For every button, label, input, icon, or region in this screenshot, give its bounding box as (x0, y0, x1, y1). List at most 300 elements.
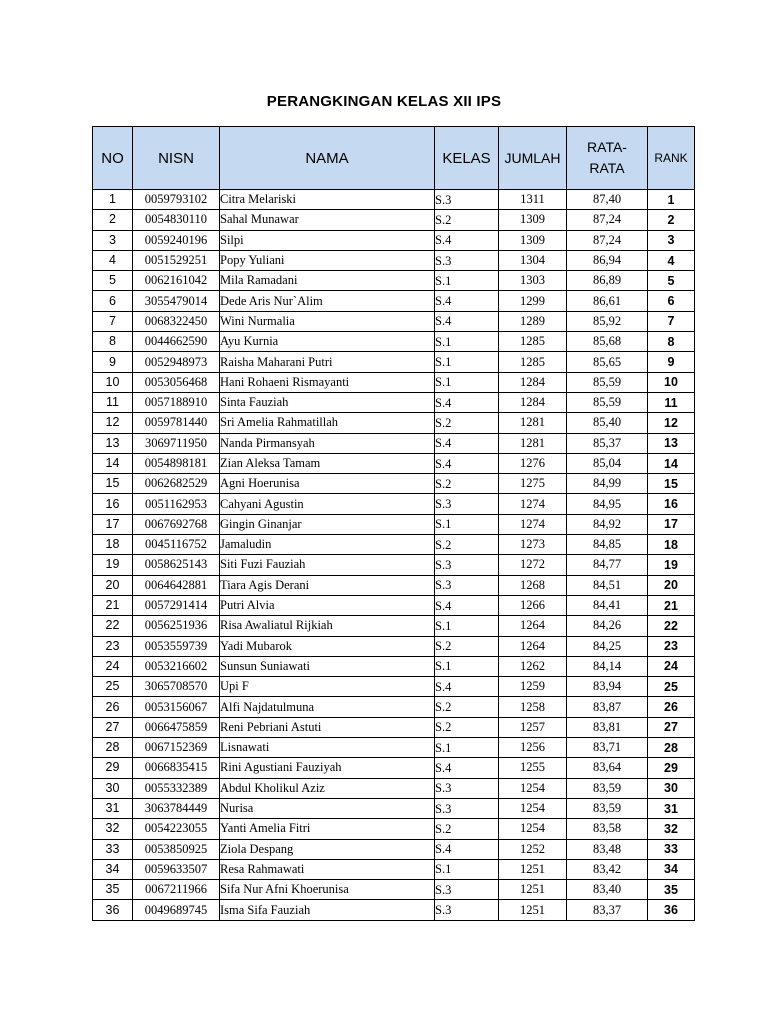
table-row (93, 778, 695, 798)
cell-jumlah: 1303 (499, 271, 567, 291)
cell-jumlah: 1252 (499, 839, 567, 859)
table-row (93, 352, 695, 372)
cell-nisn: 0059633507 (133, 859, 220, 879)
cell-nisn: 0049689745 (133, 900, 220, 920)
table-row (93, 819, 695, 839)
table-row (93, 474, 695, 494)
cell-kelas: S.1 (435, 656, 499, 676)
cell-kelas: S.1 (435, 271, 499, 291)
cell-no: 7 (93, 311, 133, 331)
cell-rank: 20 (648, 575, 695, 595)
cell-rata-rata: 83,59 (567, 778, 648, 798)
cell-kelas: S.2 (435, 413, 499, 433)
table-row (93, 230, 695, 250)
cell-kelas: S.4 (435, 291, 499, 311)
table-row (93, 372, 695, 392)
cell-jumlah: 1273 (499, 535, 567, 555)
cell-nisn: 0066835415 (133, 758, 220, 778)
cell-rata-rata: 85,40 (567, 413, 648, 433)
cell-kelas: S.3 (435, 190, 499, 210)
cell-kelas: S.2 (435, 535, 499, 555)
cell-nisn: 3065708570 (133, 677, 220, 697)
cell-jumlah: 1311 (499, 190, 567, 210)
cell-rata-rata: 83,58 (567, 819, 648, 839)
cell-rank: 10 (648, 372, 695, 392)
cell-rank: 23 (648, 636, 695, 656)
cell-kelas: S.2 (435, 717, 499, 737)
table-row (93, 738, 695, 758)
cell-rata-rata: 83,71 (567, 738, 648, 758)
cell-kelas: S.3 (435, 900, 499, 920)
cell-kelas: S.3 (435, 778, 499, 798)
cell-nama: Agni Hoerunisa (220, 474, 435, 494)
cell-kelas: S.4 (435, 392, 499, 412)
cell-nama: Reni Pebriani Astuti (220, 717, 435, 737)
table-row (93, 900, 695, 920)
cell-rata-rata: 87,24 (567, 230, 648, 250)
cell-rank: 24 (648, 656, 695, 676)
cell-kelas: S.4 (435, 758, 499, 778)
cell-nama: Ayu Kurnia (220, 332, 435, 352)
cell-nisn: 0057291414 (133, 595, 220, 615)
table-row (93, 514, 695, 534)
cell-rank: 34 (648, 859, 695, 879)
cell-kelas: S.4 (435, 230, 499, 250)
cell-no: 36 (93, 900, 133, 920)
cell-nisn: 0062682529 (133, 474, 220, 494)
cell-jumlah: 1304 (499, 250, 567, 270)
table-row (93, 656, 695, 676)
cell-rata-rata: 83,48 (567, 839, 648, 859)
header-nama: NAMA (220, 127, 435, 190)
cell-rank: 21 (648, 595, 695, 615)
cell-kelas: S.2 (435, 636, 499, 656)
cell-nisn: 0067211966 (133, 880, 220, 900)
cell-no: 28 (93, 738, 133, 758)
cell-no: 30 (93, 778, 133, 798)
cell-no: 13 (93, 433, 133, 453)
cell-jumlah: 1254 (499, 819, 567, 839)
cell-nama: Dede Aris Nur`Alim (220, 291, 435, 311)
table-row (93, 839, 695, 859)
cell-no: 2 (93, 210, 133, 230)
cell-rank: 1 (648, 190, 695, 210)
cell-rata-rata: 83,64 (567, 758, 648, 778)
cell-no: 15 (93, 474, 133, 494)
cell-rata-rata: 83,37 (567, 900, 648, 920)
table-row (93, 555, 695, 575)
cell-no: 17 (93, 514, 133, 534)
cell-nisn: 0062161042 (133, 271, 220, 291)
cell-rata-rata: 83,81 (567, 717, 648, 737)
cell-no: 31 (93, 798, 133, 818)
cell-nisn: 0044662590 (133, 332, 220, 352)
table-row (93, 332, 695, 352)
cell-jumlah: 1285 (499, 332, 567, 352)
cell-rata-rata: 84,99 (567, 474, 648, 494)
cell-jumlah: 1299 (499, 291, 567, 311)
cell-no: 20 (93, 575, 133, 595)
cell-jumlah: 1284 (499, 392, 567, 412)
cell-nama: Upi F (220, 677, 435, 697)
cell-rank: 9 (648, 352, 695, 372)
table-row (93, 311, 695, 331)
cell-nama: Rini Agustiani Fauziyah (220, 758, 435, 778)
cell-no: 19 (93, 555, 133, 575)
cell-rank: 28 (648, 738, 695, 758)
cell-nisn: 0067152369 (133, 738, 220, 758)
cell-rata-rata: 84,26 (567, 616, 648, 636)
cell-no: 5 (93, 271, 133, 291)
table-row (93, 616, 695, 636)
cell-no: 9 (93, 352, 133, 372)
cell-rata-rata: 86,61 (567, 291, 648, 311)
cell-no: 27 (93, 717, 133, 737)
cell-nisn: 0066475859 (133, 717, 220, 737)
cell-rata-rata: 84,77 (567, 555, 648, 575)
cell-nisn: 0055332389 (133, 778, 220, 798)
table-row (93, 392, 695, 412)
cell-jumlah: 1272 (499, 555, 567, 575)
cell-nisn: 0059793102 (133, 190, 220, 210)
cell-rata-rata: 87,24 (567, 210, 648, 230)
cell-nisn: 0054223055 (133, 819, 220, 839)
cell-nama: Silpi (220, 230, 435, 250)
cell-kelas: S.2 (435, 697, 499, 717)
cell-kelas: S.3 (435, 798, 499, 818)
page-title: PERANGKINGAN KELAS XII IPS (266, 93, 502, 110)
cell-rata-rata: 84,92 (567, 514, 648, 534)
cell-rank: 15 (648, 474, 695, 494)
cell-jumlah: 1281 (499, 413, 567, 433)
table-row (93, 190, 695, 210)
cell-jumlah: 1264 (499, 636, 567, 656)
cell-jumlah: 1275 (499, 474, 567, 494)
cell-rata-rata: 83,42 (567, 859, 648, 879)
cell-nama: Isma Sifa Fauziah (220, 900, 435, 920)
table-row (93, 880, 695, 900)
header-rank: RANK (648, 127, 695, 190)
cell-no: 6 (93, 291, 133, 311)
cell-nama: Risa Awaliatul Rijkiah (220, 616, 435, 636)
cell-kelas: S.3 (435, 494, 499, 514)
cell-nisn: 0051529251 (133, 250, 220, 270)
cell-rank: 32 (648, 819, 695, 839)
cell-jumlah: 1254 (499, 778, 567, 798)
cell-no: 29 (93, 758, 133, 778)
cell-no: 14 (93, 453, 133, 473)
cell-nama: Sifa Nur Afni Khoerunisa (220, 880, 435, 900)
cell-rata-rata: 86,89 (567, 271, 648, 291)
cell-no: 3 (93, 230, 133, 250)
cell-no: 21 (93, 595, 133, 615)
cell-rata-rata: 84,25 (567, 636, 648, 656)
table-row (93, 494, 695, 514)
table-row (93, 433, 695, 453)
cell-kelas: S.1 (435, 616, 499, 636)
cell-nama: Nurisa (220, 798, 435, 818)
header-row (93, 127, 695, 190)
cell-no: 18 (93, 535, 133, 555)
cell-rata-rata: 84,95 (567, 494, 648, 514)
cell-rata-rata: 85,59 (567, 392, 648, 412)
header-nisn: NISN (133, 127, 220, 190)
table-row (93, 453, 695, 473)
cell-kelas: S.1 (435, 352, 499, 372)
cell-nisn: 0056251936 (133, 616, 220, 636)
cell-nama: Yanti Amelia Fitri (220, 819, 435, 839)
cell-nama: Yadi Mubarok (220, 636, 435, 656)
cell-nisn: 0051162953 (133, 494, 220, 514)
header-rata-line1: RATA- (587, 139, 627, 155)
table-row (93, 210, 695, 230)
cell-rata-rata: 85,37 (567, 433, 648, 453)
table-row (93, 798, 695, 818)
header-rata-rata (567, 127, 648, 190)
cell-jumlah: 1274 (499, 494, 567, 514)
cell-no: 32 (93, 819, 133, 839)
cell-nama: Popy Yuliani (220, 250, 435, 270)
cell-no: 23 (93, 636, 133, 656)
cell-jumlah: 1262 (499, 656, 567, 676)
cell-nama: Raisha Maharani Putri (220, 352, 435, 372)
cell-kelas: S.4 (435, 595, 499, 615)
table-row (93, 535, 695, 555)
cell-jumlah: 1284 (499, 372, 567, 392)
cell-kelas: S.3 (435, 880, 499, 900)
cell-rata-rata: 84,41 (567, 595, 648, 615)
cell-jumlah: 1285 (499, 352, 567, 372)
cell-rata-rata: 86,94 (567, 250, 648, 270)
cell-kelas: S.3 (435, 250, 499, 270)
cell-rata-rata: 84,85 (567, 535, 648, 555)
cell-nama: Putri Alvia (220, 595, 435, 615)
cell-jumlah: 1309 (499, 210, 567, 230)
table-row (93, 758, 695, 778)
cell-nama: Lisnawati (220, 738, 435, 758)
cell-rank: 4 (648, 250, 695, 270)
cell-rank: 25 (648, 677, 695, 697)
cell-rank: 3 (648, 230, 695, 250)
cell-rank: 14 (648, 453, 695, 473)
cell-nama: Abdul Kholikul Aziz (220, 778, 435, 798)
cell-jumlah: 1251 (499, 880, 567, 900)
cell-nisn: 3063784449 (133, 798, 220, 818)
cell-jumlah: 1257 (499, 717, 567, 737)
cell-nisn: 3069711950 (133, 433, 220, 453)
cell-no: 24 (93, 656, 133, 676)
header-kelas: KELAS (435, 127, 499, 190)
cell-nisn: 0064642881 (133, 575, 220, 595)
cell-nama: Sinta Fauziah (220, 392, 435, 412)
header-no: NO (93, 127, 133, 190)
cell-rank: 13 (648, 433, 695, 453)
cell-nisn: 0068322450 (133, 311, 220, 331)
cell-kelas: S.4 (435, 677, 499, 697)
cell-jumlah: 1276 (499, 453, 567, 473)
cell-nisn: 3055479014 (133, 291, 220, 311)
cell-jumlah: 1255 (499, 758, 567, 778)
cell-rank: 26 (648, 697, 695, 717)
cell-rank: 5 (648, 271, 695, 291)
cell-kelas: S.1 (435, 332, 499, 352)
table-row (93, 595, 695, 615)
cell-rata-rata: 84,14 (567, 656, 648, 676)
cell-nama: Wini Nurmalia (220, 311, 435, 331)
cell-jumlah: 1309 (499, 230, 567, 250)
cell-rank: 19 (648, 555, 695, 575)
cell-rank: 18 (648, 535, 695, 555)
cell-rank: 36 (648, 900, 695, 920)
cell-no: 26 (93, 697, 133, 717)
cell-nisn: 0059240196 (133, 230, 220, 250)
cell-kelas: S.4 (435, 433, 499, 453)
cell-rank: 16 (648, 494, 695, 514)
cell-nama: Mila Ramadani (220, 271, 435, 291)
cell-rank: 33 (648, 839, 695, 859)
table-row (93, 697, 695, 717)
cell-nisn: 0057188910 (133, 392, 220, 412)
cell-rata-rata: 83,59 (567, 798, 648, 818)
cell-kelas: S.2 (435, 819, 499, 839)
cell-rank: 11 (648, 392, 695, 412)
cell-nama: Nanda Pirmansyah (220, 433, 435, 453)
table-row (93, 291, 695, 311)
cell-nisn: 0053559739 (133, 636, 220, 656)
cell-jumlah: 1251 (499, 900, 567, 920)
cell-no: 12 (93, 413, 133, 433)
table-row (93, 575, 695, 595)
table-row (93, 677, 695, 697)
cell-nama: Gingin Ginanjar (220, 514, 435, 534)
table-row (93, 717, 695, 737)
cell-no: 35 (93, 880, 133, 900)
cell-nama: Siti Fuzi Fauziah (220, 555, 435, 575)
cell-no: 25 (93, 677, 133, 697)
cell-jumlah: 1268 (499, 575, 567, 595)
cell-no: 1 (93, 190, 133, 210)
cell-jumlah: 1266 (499, 595, 567, 615)
cell-nisn: 0045116752 (133, 535, 220, 555)
cell-jumlah: 1254 (499, 798, 567, 818)
cell-rank: 8 (648, 332, 695, 352)
cell-rank: 30 (648, 778, 695, 798)
cell-nisn: 0052948973 (133, 352, 220, 372)
cell-nama: Sunsun Suniawati (220, 656, 435, 676)
cell-jumlah: 1289 (499, 311, 567, 331)
cell-nisn: 0059781440 (133, 413, 220, 433)
cell-nama: Ziola Despang (220, 839, 435, 859)
cell-no: 8 (93, 332, 133, 352)
cell-rank: 29 (648, 758, 695, 778)
cell-nama: Jamaludin (220, 535, 435, 555)
cell-nama: Tiara Agis Derani (220, 575, 435, 595)
cell-rank: 7 (648, 311, 695, 331)
cell-kelas: S.4 (435, 453, 499, 473)
cell-nisn: 0053156067 (133, 697, 220, 717)
cell-no: 33 (93, 839, 133, 859)
cell-rata-rata: 85,92 (567, 311, 648, 331)
cell-jumlah: 1256 (499, 738, 567, 758)
table-row (93, 250, 695, 270)
cell-no: 34 (93, 859, 133, 879)
cell-jumlah: 1258 (499, 697, 567, 717)
cell-jumlah: 1264 (499, 616, 567, 636)
cell-rata-rata: 83,87 (567, 697, 648, 717)
cell-kelas: S.4 (435, 311, 499, 331)
cell-no: 4 (93, 250, 133, 270)
cell-kelas: S.3 (435, 575, 499, 595)
cell-jumlah: 1274 (499, 514, 567, 534)
cell-kelas: S.1 (435, 859, 499, 879)
cell-nisn: 0054830110 (133, 210, 220, 230)
cell-jumlah: 1251 (499, 859, 567, 879)
cell-nama: Zian Aleksa Tamam (220, 453, 435, 473)
cell-rank: 27 (648, 717, 695, 737)
cell-kelas: S.4 (435, 839, 499, 859)
table-row (93, 271, 695, 291)
cell-nisn: 0053216602 (133, 656, 220, 676)
cell-nisn: 0053056468 (133, 372, 220, 392)
cell-no: 11 (93, 392, 133, 412)
cell-nisn: 0054898181 (133, 453, 220, 473)
cell-rata-rata: 83,94 (567, 677, 648, 697)
cell-nama: Sahal Munawar (220, 210, 435, 230)
cell-rata-rata: 85,65 (567, 352, 648, 372)
cell-rata-rata: 85,04 (567, 453, 648, 473)
cell-nisn: 0053850925 (133, 839, 220, 859)
cell-rata-rata: 84,51 (567, 575, 648, 595)
cell-rata-rata: 85,59 (567, 372, 648, 392)
cell-nisn: 0058625143 (133, 555, 220, 575)
cell-rank: 17 (648, 514, 695, 534)
table-row (93, 636, 695, 656)
cell-kelas: S.1 (435, 372, 499, 392)
cell-nama: Cahyani Agustin (220, 494, 435, 514)
cell-rank: 35 (648, 880, 695, 900)
cell-kelas: S.1 (435, 738, 499, 758)
cell-rata-rata: 87,40 (567, 190, 648, 210)
cell-jumlah: 1281 (499, 433, 567, 453)
cell-rank: 6 (648, 291, 695, 311)
cell-no: 16 (93, 494, 133, 514)
cell-nisn: 0067692768 (133, 514, 220, 534)
cell-kelas: S.1 (435, 514, 499, 534)
cell-no: 22 (93, 616, 133, 636)
cell-nama: Citra Melariski (220, 190, 435, 210)
cell-kelas: S.2 (435, 474, 499, 494)
cell-rata-rata: 85,68 (567, 332, 648, 352)
table-row (93, 413, 695, 433)
cell-no: 10 (93, 372, 133, 392)
ranking-table (92, 126, 695, 921)
cell-rank: 2 (648, 210, 695, 230)
header-jumlah: JUMLAH (499, 127, 567, 190)
cell-rata-rata: 83,40 (567, 880, 648, 900)
cell-rank: 22 (648, 616, 695, 636)
cell-kelas: S.2 (435, 210, 499, 230)
header-rata-line2: RATA (589, 160, 625, 176)
cell-rank: 31 (648, 798, 695, 818)
cell-nama: Hani Rohaeni Rismayanti (220, 372, 435, 392)
cell-jumlah: 1259 (499, 677, 567, 697)
cell-nama: Sri Amelia Rahmatillah (220, 413, 435, 433)
cell-nama: Alfi Najdatulmuna (220, 697, 435, 717)
cell-nama: Resa Rahmawati (220, 859, 435, 879)
table-row (93, 859, 695, 879)
cell-rank: 12 (648, 413, 695, 433)
cell-kelas: S.3 (435, 555, 499, 575)
